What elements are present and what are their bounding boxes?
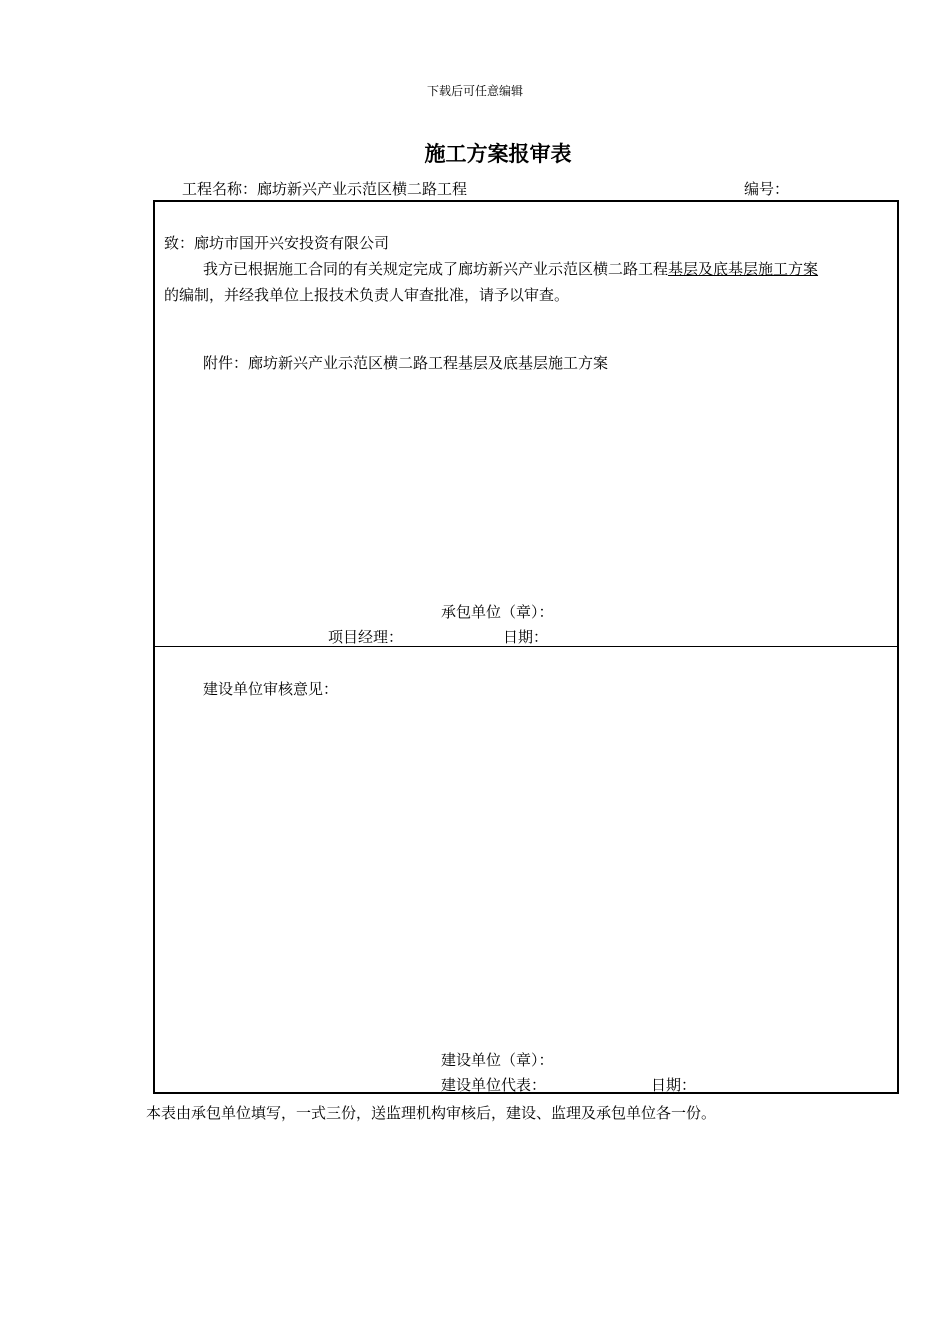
submission-date-label: 日期： [503,628,549,646]
owner-representative-label: 建设单位代表： [441,1076,547,1094]
project-name-label: 工程名称： [182,180,258,198]
form-title: 施工方案报审表 [424,141,572,166]
contractor-seal-label: 承包单位（章）： [441,603,554,621]
form-box [153,200,899,1094]
header-note: 下载后可任意编辑 [426,84,523,98]
project-name-value: 廊坊新兴产业示范区横二路工程 [257,180,468,198]
plan-name-underlined: 基层及底基层施工方案 [668,260,819,278]
owner-seal-label: 建设单位（章）： [441,1051,554,1069]
attachment-line: 附件：廊坊新兴产业示范区横二路工程基层及底基层施工方案 [203,354,609,372]
project-manager-label: 项目经理： [328,628,404,646]
submission-paragraph-line1 [203,258,818,279]
section-divider [155,646,897,647]
review-opinion-label: 建设单位审核意见： [203,680,339,698]
project-name-row [182,178,467,199]
submission-paragraph-line2: 的编制，并经我单位上报技术负责人审查批准，请予以审查。 [164,286,570,304]
project-number-label: 编号： [744,180,790,198]
footnote: 本表由承包单位填写，一式三份，送监理机构审核后，建设、监理及承包单位各一份。 [146,1104,717,1122]
review-date-label: 日期： [651,1076,697,1094]
addressee-line: 致：廊坊市国开兴安投资有限公司 [164,234,390,252]
paragraph-text: 我方已根据施工合同的有关规定完成了廊坊新兴产业示范区横二路工程 [203,260,669,278]
